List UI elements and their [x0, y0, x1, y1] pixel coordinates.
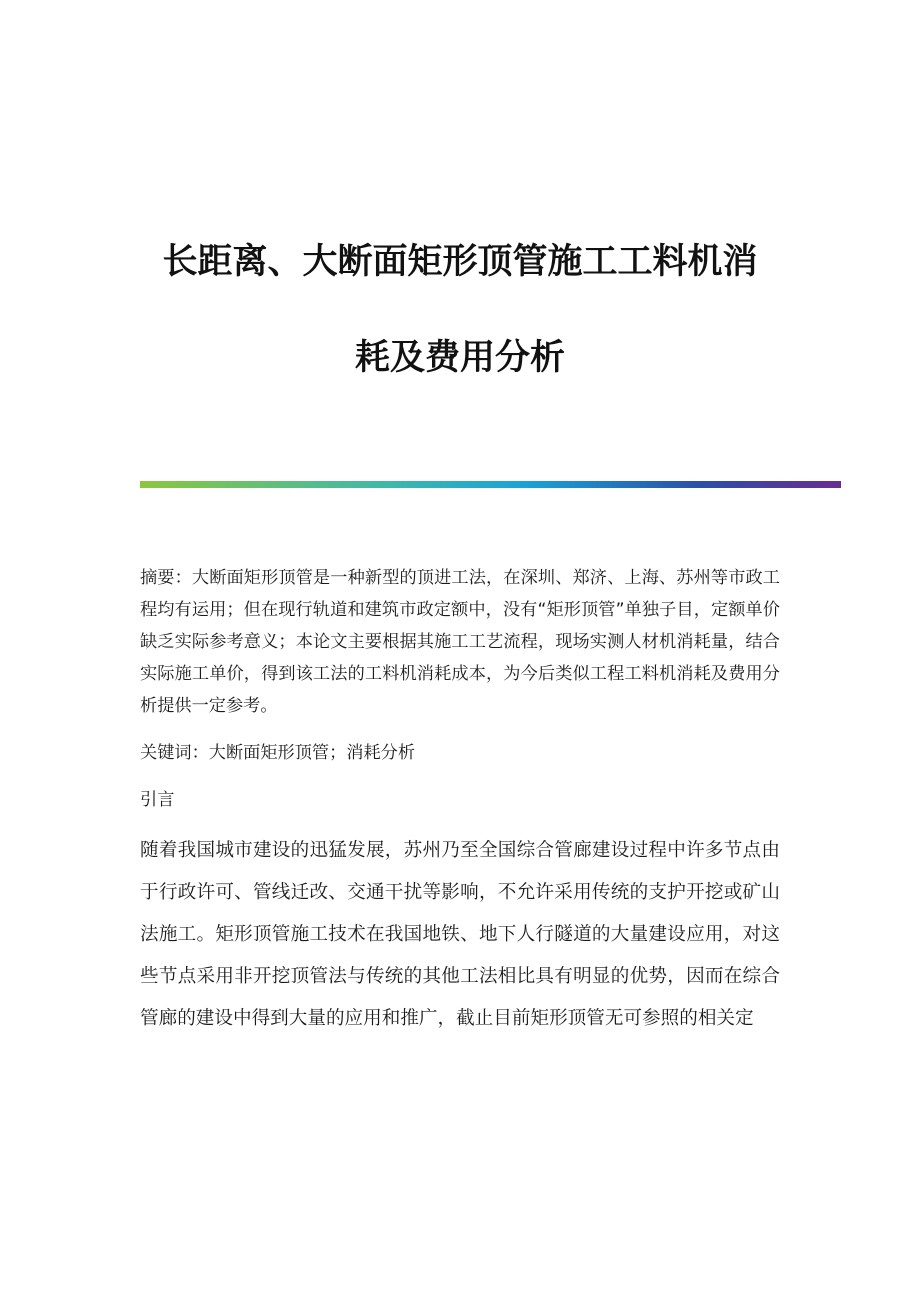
- intro-heading: 引言: [140, 790, 175, 810]
- document-body: [140, 562, 780, 1055]
- gradient-divider: [140, 481, 841, 488]
- document-title: [0, 214, 920, 406]
- intro-paragraph: 随着我国城市建设的迅猛发展，苏州乃至全国综合管廊建设过程中许多节点由于行政许可、管线迁改、交通干扰等影响，不允许采用传统的支护开挖或矿山法施工。矩形顶管施工技术在我国地铁、地下人行隧道的大量建设应用，对这些节点采用非开挖顶管法与传统的其他工法相比具有明显的优势，因而在综合管廊的建设中得到大量的应用和推广，截止目前矩形顶管无可参照的相关定: [140, 840, 780, 1029]
- keywords-line: 关键词：大断面矩形顶管；消耗分析: [140, 743, 416, 763]
- abstract-paragraph: 摘要：大断面矩形顶管是一种新型的顶进工法，在深圳、郑济、上海、苏州等市政工程均有运用；但在现行轨道和建筑市政定额中，没有“矩形顶管”单独子目，定额单价缺乏实际参考意义；本论文主要根据其施工工艺流程，现场实测人材机消耗量，结合实际施工单价，得到该工法的工料机消耗成本，为今后类似工程工料机消耗及费用分析提供一定参考。: [140, 568, 780, 716]
- title-line-2: 耗及费用分析: [354, 337, 565, 378]
- title-line-1: 长距离、大断面矩形顶管施工工料机消: [162, 241, 758, 282]
